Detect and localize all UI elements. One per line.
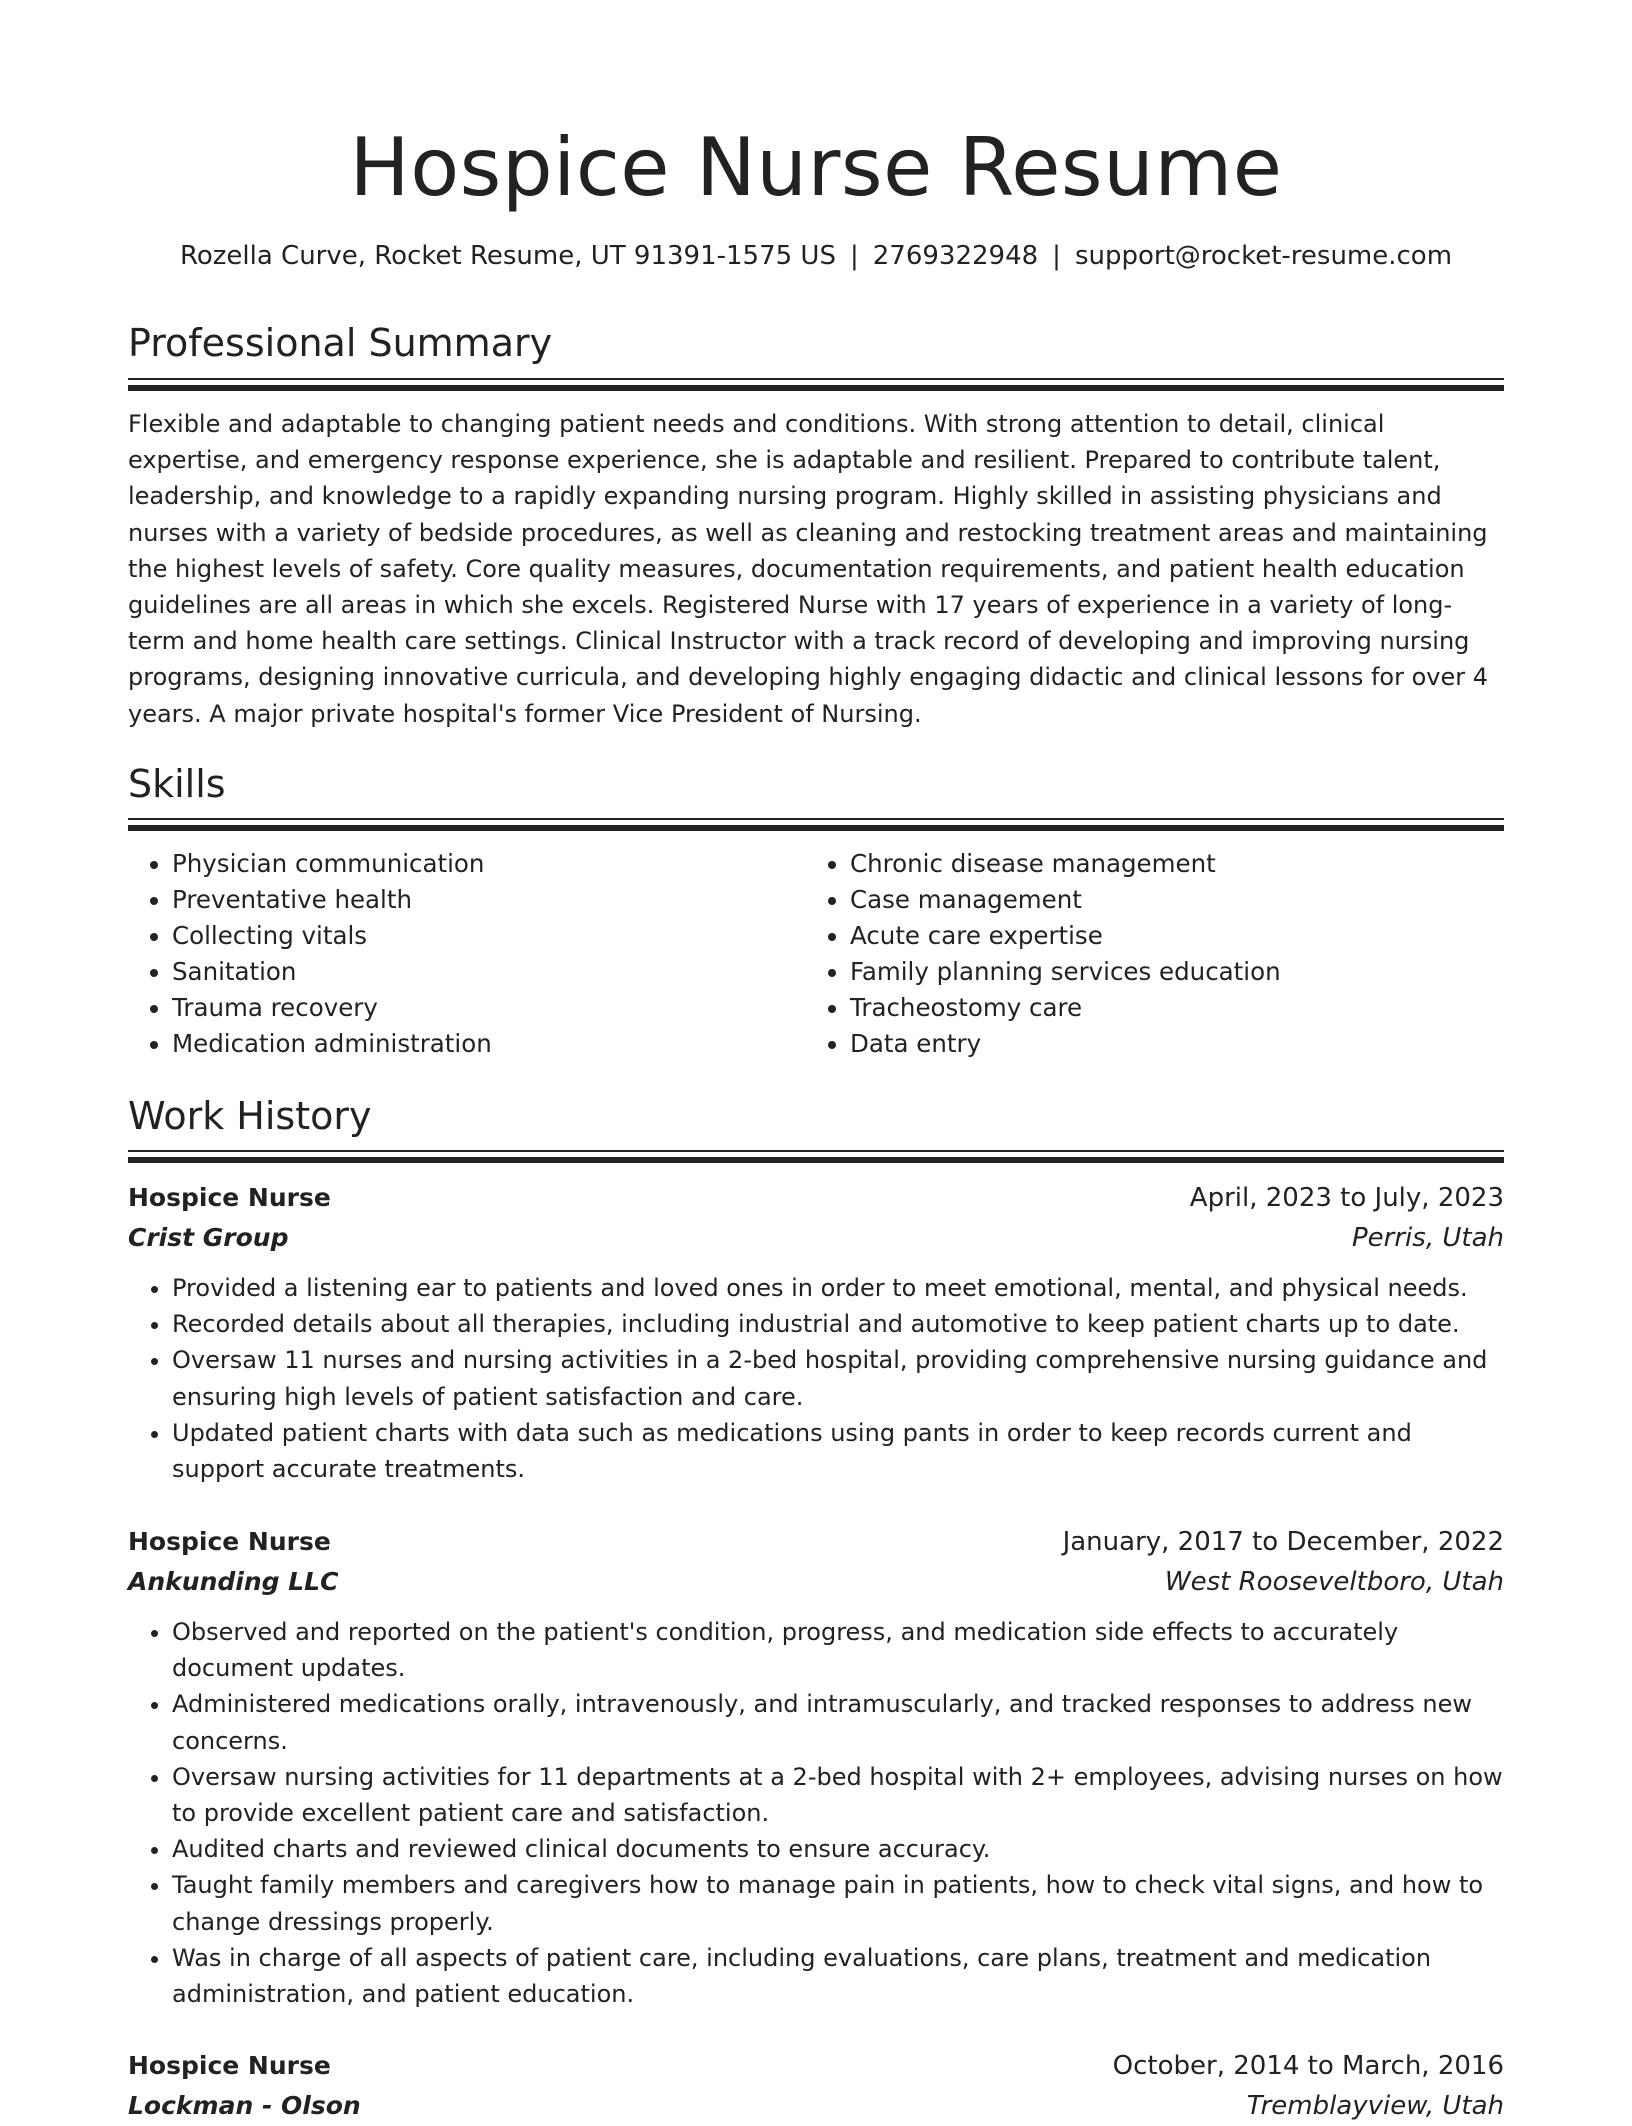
contact-line bbox=[128, 238, 1504, 274]
job-company: Ankunding LLC bbox=[128, 1567, 339, 1596]
job-bullet: • Provided a listening ear to patients and loved ones in order to meet emotional, mental, and physical needs. bbox=[172, 1270, 1504, 1306]
contact-email: support@rocket-resume.com bbox=[1074, 241, 1453, 271]
job-header-row bbox=[128, 1522, 1504, 1562]
job-bullet: • Taught family members and caregivers how to manage pain in patients, how to check vital signs, and how to change dressings properly. bbox=[172, 1867, 1504, 1939]
job-bullet: • Recorded details about all therapies, including industrial and automotive to keep patient charts up to date. bbox=[172, 1306, 1504, 1342]
contact-separator: | bbox=[849, 241, 859, 271]
skill-item: • Physician communication bbox=[172, 846, 792, 882]
job-bullet: • Was in charge of all aspects of patient care, including evaluations, care plans, treatment and medication administration, and patient education. bbox=[172, 1940, 1504, 2012]
job-entry bbox=[128, 2046, 1504, 2126]
skill-item: • Chronic disease management bbox=[850, 846, 1500, 882]
section-divider bbox=[128, 378, 1504, 392]
job-company: Crist Group bbox=[128, 1223, 289, 1252]
section-divider bbox=[128, 1150, 1504, 1164]
job-header-row bbox=[128, 1178, 1504, 1218]
summary-text: Flexible and adaptable to changing patient needs and conditions. With strong attention to detail, clinical expertise, and emergency response experience, she is adaptable and resilient. Prepared to contribute talent, leadership, and knowledge to a rapidly expanding nursing program. Highly skilled in assisting physicians and nurses with a variety of bedside procedures, as well as cleaning and restocking treatment areas and maintaining the highest levels of safety. Core quality measures, documentation requirements, and patient health education guidelines are all areas in which she excels. Registered Nurse with 17 years of experience in a variety of long-term and home health care settings. Clinical Instructor with a track record of developing and improving nursing programs, designing innovative curricula, and developing highly engaging didactic and clinical lessons for over 4 years. A major private hospital's former Vice President of Nursing. bbox=[128, 410, 1488, 728]
job-dates: January, 2017 to December, 2022 bbox=[1062, 1527, 1504, 1557]
job-company: Lockman - Olson bbox=[128, 2091, 361, 2120]
job-bullets bbox=[128, 1614, 1504, 2012]
skill-item: • Medication administration bbox=[172, 1026, 792, 1062]
job-title: Hospice Nurse bbox=[128, 1527, 331, 1556]
skill-item: • Case management bbox=[850, 882, 1500, 918]
job-bullet: • Administered medications orally, intravenously, and intramuscularly, and tracked responses to address new concerns. bbox=[172, 1686, 1504, 1758]
job-entry bbox=[128, 1178, 1504, 1487]
job-company-row bbox=[128, 2086, 1504, 2126]
contact-address: Rozella Curve, Rocket Resume, UT 91391-1575 US bbox=[179, 241, 836, 271]
job-dates: April, 2023 to July, 2023 bbox=[1189, 1183, 1504, 1213]
job-entry bbox=[128, 1522, 1504, 2012]
job-bullet: • Oversaw 11 nurses and nursing activities in a 2-bed hospital, providing comprehensive nursing guidance and ensuring high levels of patient satisfaction and care. bbox=[172, 1342, 1504, 1414]
contact-phone: 2769322948 bbox=[872, 241, 1039, 271]
skill-item: • Preventative health bbox=[172, 882, 792, 918]
job-bullets bbox=[128, 1270, 1504, 1487]
job-bullet: • Observed and reported on the patient's condition, progress, and medication side effects to accurately document updates. bbox=[172, 1614, 1504, 1686]
resume-title: Hospice Nurse Resume bbox=[349, 121, 1283, 214]
contact-separator: | bbox=[1052, 241, 1061, 271]
job-company-row bbox=[128, 1562, 1504, 1602]
skill-item: • Acute care expertise bbox=[850, 918, 1500, 954]
section-heading-work-history: Work History bbox=[128, 1094, 372, 1138]
job-location: Perris, Utah bbox=[1352, 1223, 1504, 1253]
job-dates: October, 2014 to March, 2016 bbox=[1112, 2051, 1504, 2081]
skill-item: • Collecting vitals bbox=[172, 918, 792, 954]
job-location: West Rooseveltboro, Utah bbox=[1164, 1567, 1504, 1597]
job-bullet: • Audited charts and reviewed clinical documents to ensure accuracy. bbox=[172, 1831, 1504, 1867]
skill-item: • Trauma recovery bbox=[172, 990, 792, 1026]
skill-item: • Sanitation bbox=[172, 954, 792, 990]
skill-item: • Family planning services education bbox=[850, 954, 1500, 990]
job-bullet: • Updated patient charts with data such as medications using pants in order to keep records current and support accurate treatments. bbox=[172, 1415, 1504, 1487]
job-title: Hospice Nurse bbox=[128, 1183, 331, 1212]
job-header-row bbox=[128, 2046, 1504, 2086]
section-heading-summary: Professional Summary bbox=[128, 321, 553, 365]
skills-list-right bbox=[806, 846, 1500, 1062]
job-title: Hospice Nurse bbox=[128, 2051, 331, 2080]
section-divider bbox=[128, 818, 1504, 832]
job-bullet: • Oversaw nursing activities for 11 departments at a 2-bed hospital with 2+ employees, advising nurses on how to provide excellent patient care and satisfaction. bbox=[172, 1759, 1504, 1831]
job-location: Tremblayview, Utah bbox=[1246, 2091, 1504, 2121]
job-company-row bbox=[128, 1218, 1504, 1258]
skill-item: • Data entry bbox=[850, 1026, 1500, 1062]
skill-item: • Tracheostomy care bbox=[850, 990, 1500, 1026]
skills-list-left bbox=[128, 846, 792, 1062]
section-heading-skills: Skills bbox=[128, 762, 226, 806]
